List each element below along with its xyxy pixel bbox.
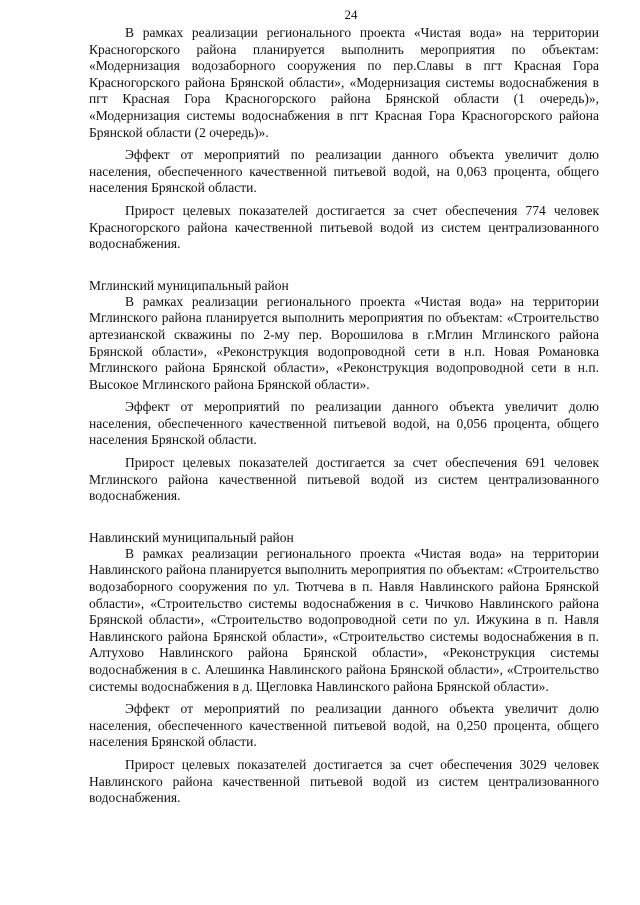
- section-spacer: [89, 253, 599, 277]
- section-heading: Мглинский муниципальный район: [89, 277, 289, 293]
- project-paragraph: В рамках реализации регионального проекта «Чистая вода» на территории Мглинского района планируется выполнить мероприятия по объектам: «Строительство артезианской скважины по 2-му пер. Ворошилова в г.Мглин Мглинского района Брянской области», «Реконструкция водопроводной сети в н.п. Новая Романовка Мглинского района Брянской области», «Реконструкция водопроводной сети в н.п. Высокое Мглинского района Брянской области».: [89, 293, 599, 392]
- section-krasnogorsky: [89, 25, 599, 253]
- growth-paragraph: Прирост целевых показателей достигается за счет обеспечения 691 человек Мглинского района качественной питьевой водой из систем централизованного водоснабжения.: [89, 455, 599, 504]
- effect-paragraph: Эффект от мероприятий по реализации данного объекта увеличит долю населения, обеспеченного качественной питьевой водой, на 0,063 процента, общего населения Брянской области.: [89, 147, 599, 196]
- page-number: 24: [344, 7, 358, 22]
- section-spacer: [89, 505, 599, 529]
- section-mglinsky: [89, 277, 599, 505]
- effect-paragraph: Эффект от мероприятий по реализации данного объекта увеличит долю населения, обеспеченного качественной питьевой водой, на 0,250 процента, общего населения Брянской области.: [89, 701, 599, 750]
- growth-paragraph: Прирост целевых показателей достигается за счет обеспечения 3029 человек Навлинского района качественной питьевой водой из систем централизованного водоснабжения.: [89, 756, 599, 806]
- effect-paragraph: Эффект от мероприятий по реализации данного объекта увеличит долю населения, обеспеченного качественной питьевой водой, на 0,056 процента, общего населения Брянской области.: [89, 399, 599, 448]
- project-paragraph: В рамках реализации регионального проекта «Чистая вода» на территории Навлинского района планируется выполнить мероприятия по объектам: «Строительство водозаборного сооружения по ул. Тютчева в п. Навля Навлинского района Брянской области», «Строительство системы водоснабжения в с. Чичково Навлинского района Брянской области», «Строительство водопроводной сети по ул. Ижукина в п. Навля Навлинского района Брянской области», «Строительство системы водоснабжения в п. Алтухово Навлинского района Брянской области», «Реконструкция системы водоснабжения в с. Алешинка Навлинского района Брянской области», «Строительство системы водоснабжения в д. Щегловка Навлинского района Брянской области».: [89, 545, 599, 694]
- growth-paragraph: Прирост целевых показателей достигается за счет обеспечения 774 человек Красногорского района качественной питьевой водой из систем централизованного водоснабжения.: [89, 202, 599, 252]
- document-page: [89, 6, 599, 807]
- project-paragraph: В рамках реализации регионального проекта «Чистая вода» на территории Красногорского района планируется выполнить мероприятия по объектам: «Модернизация водозаборного сооружения по пер.Славы в пгт Красная Гора Красногорского района Брянской области», «Модернизация системы водоснабжения в пгт Красная Гора Красногорского района Брянской области (1 очередь)», «Модернизация системы водоснабжения в пгт Красная Гора Красногорского района Брянской области (2 очередь)».: [89, 25, 599, 140]
- section-heading: Навлинский муниципальный район: [89, 529, 294, 545]
- section-navlinsky: [89, 529, 599, 807]
